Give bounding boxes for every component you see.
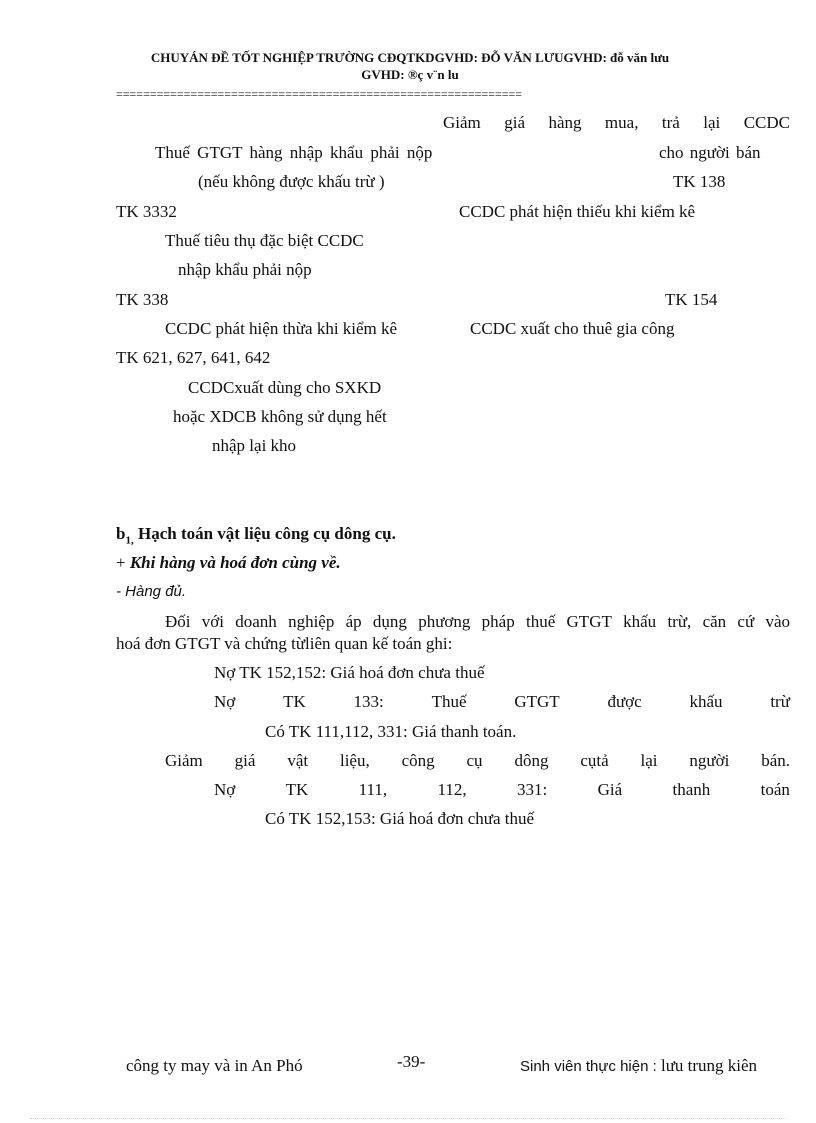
word: Đối <box>165 612 191 631</box>
word: Giảm <box>165 751 203 770</box>
word: GTGT <box>514 692 560 711</box>
diagram-left-line-5: nhập khẩu phải nộp <box>178 260 312 279</box>
diagram-right-line-2: cho người bán <box>659 143 761 162</box>
diagram-left-line-2: (nếu không được khấu trừ ) <box>198 172 385 191</box>
word: 331: <box>517 780 548 799</box>
word: khấu <box>689 692 723 711</box>
section-heading: $b_{1,}$ Hạch toán vật liệu công cụ dông cụ. <box>116 524 396 547</box>
word: với <box>201 612 224 631</box>
word: Giá <box>597 780 623 799</box>
word: CCDC <box>743 113 790 132</box>
word: cứ <box>737 612 755 631</box>
word: GTGT <box>566 612 612 631</box>
word: 111, <box>358 780 388 799</box>
entry-credit-152: Có TK 152,153: Giá hoá đơn chưa thuế <box>265 809 535 828</box>
word: pháp <box>481 612 515 631</box>
word: vào <box>765 612 790 631</box>
word: lại <box>703 113 721 132</box>
word: mua, <box>604 113 639 132</box>
word: dông <box>514 751 549 770</box>
diagram-right-tk154: TK 154 <box>665 290 718 309</box>
word: lại <box>640 751 658 770</box>
word: doanh <box>235 612 277 631</box>
diagram-right-line-4: CCDC phát hiện thiếu khi kiểm kê <box>459 202 696 221</box>
word: bán. <box>761 751 790 770</box>
word: cụtả <box>580 751 609 770</box>
diagram-left-tk3332: TK 3332 <box>116 202 177 221</box>
header-line-1: CHUYÁN ĐỀ TỐT NGHIỆP TRƯỜNG CĐQTKDGVHD: ĐỖ VĂN LƯUGVHD: đỗ văn lưu <box>150 50 670 65</box>
diagram-left-tk621: TK 621, 627, 641, 642 <box>116 348 271 367</box>
word: thanh <box>672 780 711 799</box>
word: Thuế <box>431 692 467 711</box>
word: vật <box>287 751 309 770</box>
list-item-hang-du: - Hàng đủ. <box>116 583 187 600</box>
word: giá <box>504 113 525 132</box>
entry-debit-133 <box>214 692 790 712</box>
diagram-left-line-7: CCDC phát hiện thừa khi kiểm kê <box>165 319 398 338</box>
word: TK <box>283 692 306 711</box>
paragraph-line-1 <box>165 612 790 632</box>
entry-discount-line <box>165 751 790 771</box>
word: giá <box>234 751 256 770</box>
entry-credit-111: Có TK 111,112, 331: Giá thanh toán. <box>265 722 517 741</box>
word: trả <box>661 113 680 132</box>
word: dụng <box>372 612 407 631</box>
page-number: -39- <box>397 1052 426 1071</box>
diagram-left-line-1: Thuế GTGT hàng nhập khẩu phải nộp <box>155 143 433 162</box>
word: phương <box>418 612 471 631</box>
diagram-right-line-7: CCDC xuất cho thuê gia công <box>470 319 675 338</box>
paragraph-line-2: hoá đơn GTGT và chứng từliên quan kế toán ghi: <box>116 634 453 653</box>
word: toán <box>760 780 790 799</box>
diagram-left-line-10: hoặc XDCB không sử dụng hết <box>173 407 387 426</box>
diagram-right-line-1 <box>443 113 790 133</box>
footer-divider <box>30 1118 786 1119</box>
footer-student: Sinh viên thực hiện : lưu trung kiên <box>520 1056 758 1075</box>
word: công <box>401 751 435 770</box>
diagram-left-line-9: CCDCxuất dùng cho SXKD <box>188 378 382 397</box>
word: áp <box>345 612 362 631</box>
word: liệu, <box>339 751 370 770</box>
entry-debit-152: Nợ TK 152,152: Giá hoá đơn chưa thuế <box>214 663 485 682</box>
word: trừ <box>770 692 790 711</box>
diagram-left-tk338: TK 338 <box>116 290 169 309</box>
word: thuế <box>525 612 556 631</box>
footer-company: công ty may và in An Phó <box>126 1056 303 1075</box>
word: Nợ <box>214 780 236 799</box>
word: căn <box>702 612 727 631</box>
word: trừ, <box>667 612 692 631</box>
subheading: + Khi hàng và hoá đơn cùng về. <box>116 553 341 572</box>
word: 133: <box>353 692 384 711</box>
diagram-left-line-4: Thuế tiêu thụ đặc biệt CCDC <box>165 231 364 250</box>
word: nghiệp <box>288 612 335 631</box>
word: Giảm <box>443 113 481 132</box>
word: được <box>607 692 642 711</box>
header-rule: ============================================================ <box>116 87 523 101</box>
word: cụ <box>466 751 483 770</box>
word: khấu <box>623 612 657 631</box>
entry-debit-111 <box>214 780 790 800</box>
word: TK <box>285 780 309 799</box>
word: người <box>689 751 730 770</box>
header-line-2: GVHD: ®ç v¨n lu <box>361 67 459 82</box>
diagram-left-line-11: nhập lại kho <box>212 436 297 455</box>
word: hàng <box>548 113 582 132</box>
word: 112, <box>437 780 467 799</box>
diagram-right-tk138: TK 138 <box>673 172 726 191</box>
word: Nợ <box>214 692 236 711</box>
